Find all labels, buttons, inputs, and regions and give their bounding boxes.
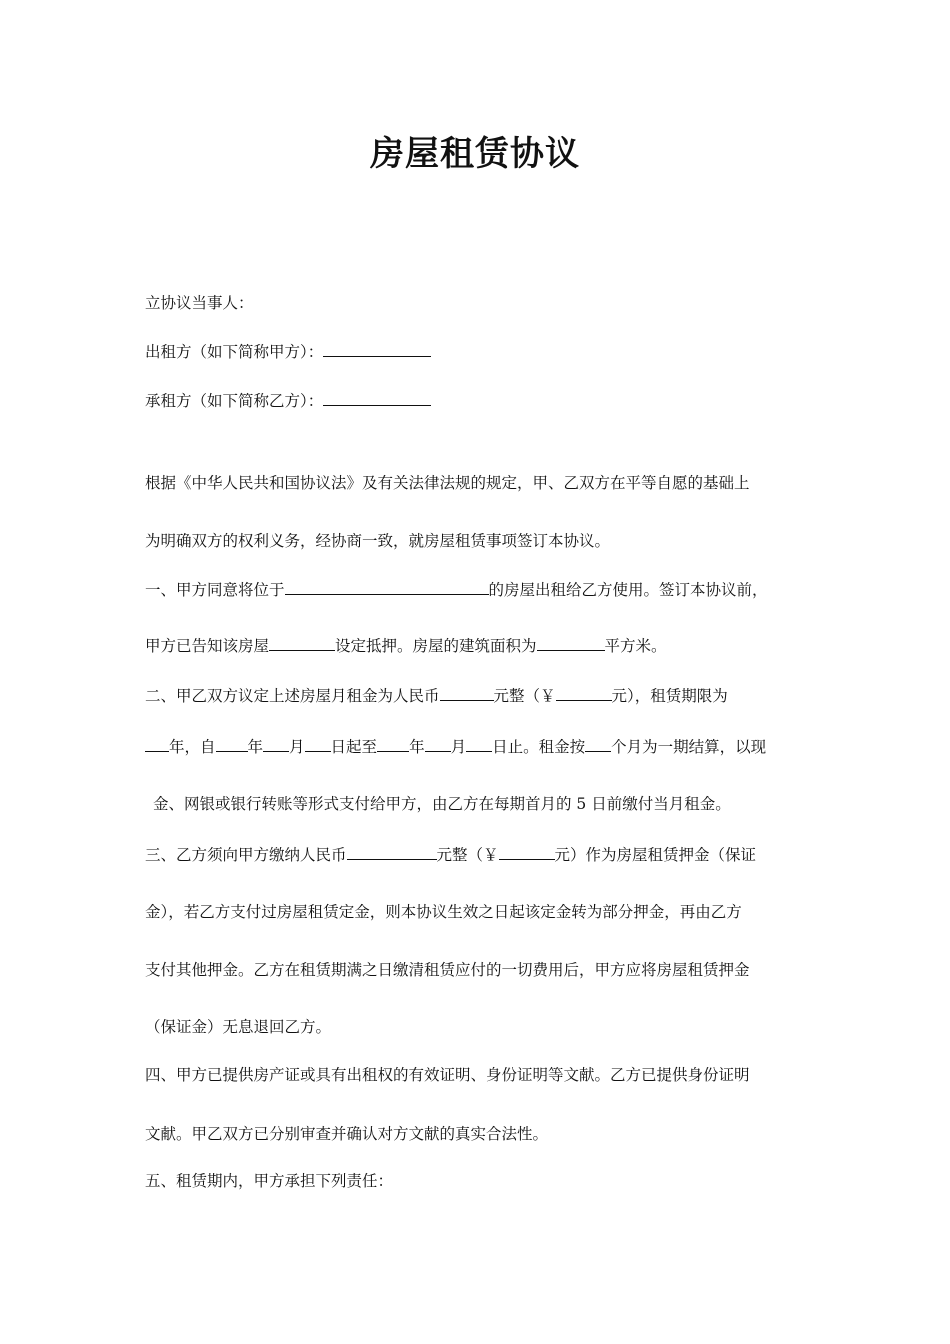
lessee-name-field[interactable] (323, 390, 431, 406)
clause3-text: 三、乙方须向甲方缴纳人民币 (145, 846, 347, 864)
mortgage-field[interactable] (269, 635, 335, 651)
clause2-text: 元），租赁期限为 (611, 687, 728, 705)
term-years-field[interactable] (145, 736, 169, 752)
property-address-field[interactable] (285, 579, 489, 595)
clause2-line-3: 金、网银或银行转账等形式支付给甲方，由乙方在每期首月的 5 日前缴付当月租金。 (153, 795, 731, 813)
clause2-line-2 (145, 736, 766, 757)
clause3-text: 元整（￥ (436, 846, 499, 864)
clause2-text: 年，自 (169, 738, 216, 756)
clause1-line-2 (145, 635, 667, 656)
clause1-text: 的房屋出租给乙方使用。签订本协议前， (488, 581, 768, 599)
clause3-line-4: （保证金）无息退回乙方。 (145, 1018, 332, 1036)
clause2-text: 年 (409, 738, 425, 756)
clause1-line-1 (145, 579, 768, 600)
end-year-field[interactable] (377, 736, 409, 752)
intro-line-1: 根据《中华人民共和国协议法》及有关法律法规的规定，甲、乙双方在平等自愿的基础上 (145, 474, 750, 492)
parties-heading: 立协议当事人： (145, 294, 254, 312)
clause2-text: 个月为一期结算，以现 (611, 738, 767, 756)
clause2-text: 二、甲乙双方议定上述房屋月租金为人民币 (145, 687, 440, 705)
clause3-line-2: 金），若乙方支付过房屋租赁定金，则本协议生效之日起该定金转为部分押金，再由乙方 (145, 903, 742, 921)
start-month-field[interactable] (263, 736, 289, 752)
clause3-line-1 (145, 844, 756, 865)
clause4-line-1: 四、甲方已提供房产证或具有出租权的有效证明、身份证明等文献。乙方已提供身份证明 (145, 1066, 750, 1084)
deposit-words-field[interactable] (347, 844, 437, 860)
clause2-text: 年 (247, 738, 264, 756)
intro-line-2: 为明确双方的权利义务，经协商一致，就房屋租赁事项签订本协议。 (145, 532, 611, 550)
clause1-text: 设定抵押。房屋的建筑面积为 (335, 637, 537, 655)
clause1-text: 平方米。 (604, 637, 667, 655)
end-day-field[interactable] (466, 736, 492, 752)
lessor-label: 出租方（如下简称甲方）： (145, 343, 324, 361)
monthly-rent-words-field[interactable] (440, 685, 494, 701)
clause2-text: 日止。租金按 (492, 738, 586, 756)
clause1-text: 一、甲方同意将位于 (145, 581, 285, 599)
document-title: 房屋租赁协议 (370, 134, 580, 174)
lessee-label: 承租方（如下简称乙方）： (145, 392, 324, 410)
end-month-field[interactable] (425, 736, 451, 752)
clause2-text: 月 (289, 738, 305, 756)
lessee-line (145, 390, 431, 411)
clause2-text: 元整（￥ (493, 687, 556, 705)
clause2-line-1 (145, 685, 728, 706)
lessor-name-field[interactable] (323, 341, 431, 357)
clause3-line-3: 支付其他押金。乙方在租赁期满之日缴清租赁应付的一切费用后，甲方应将房屋租赁押金 (145, 961, 750, 979)
clause2-text: 月 (450, 738, 467, 756)
lessor-line (145, 341, 431, 362)
clause4-line-2: 文献。甲乙双方已分别审查并确认对方文献的真实合法性。 (145, 1125, 549, 1143)
deposit-number-field[interactable] (499, 844, 555, 860)
clause2-text: 日起至 (330, 738, 378, 756)
start-year-field[interactable] (216, 736, 248, 752)
start-day-field[interactable] (305, 736, 331, 752)
payment-period-field[interactable] (585, 736, 611, 752)
clause3-text: 元）作为房屋租赁押金（保证 (554, 846, 757, 864)
clause5-line-1: 五、租赁期内，甲方承担下列责任： (145, 1172, 394, 1190)
clause1-text: 甲方已告知该房屋 (145, 637, 270, 655)
monthly-rent-number-field[interactable] (556, 685, 612, 701)
area-field[interactable] (537, 635, 605, 651)
